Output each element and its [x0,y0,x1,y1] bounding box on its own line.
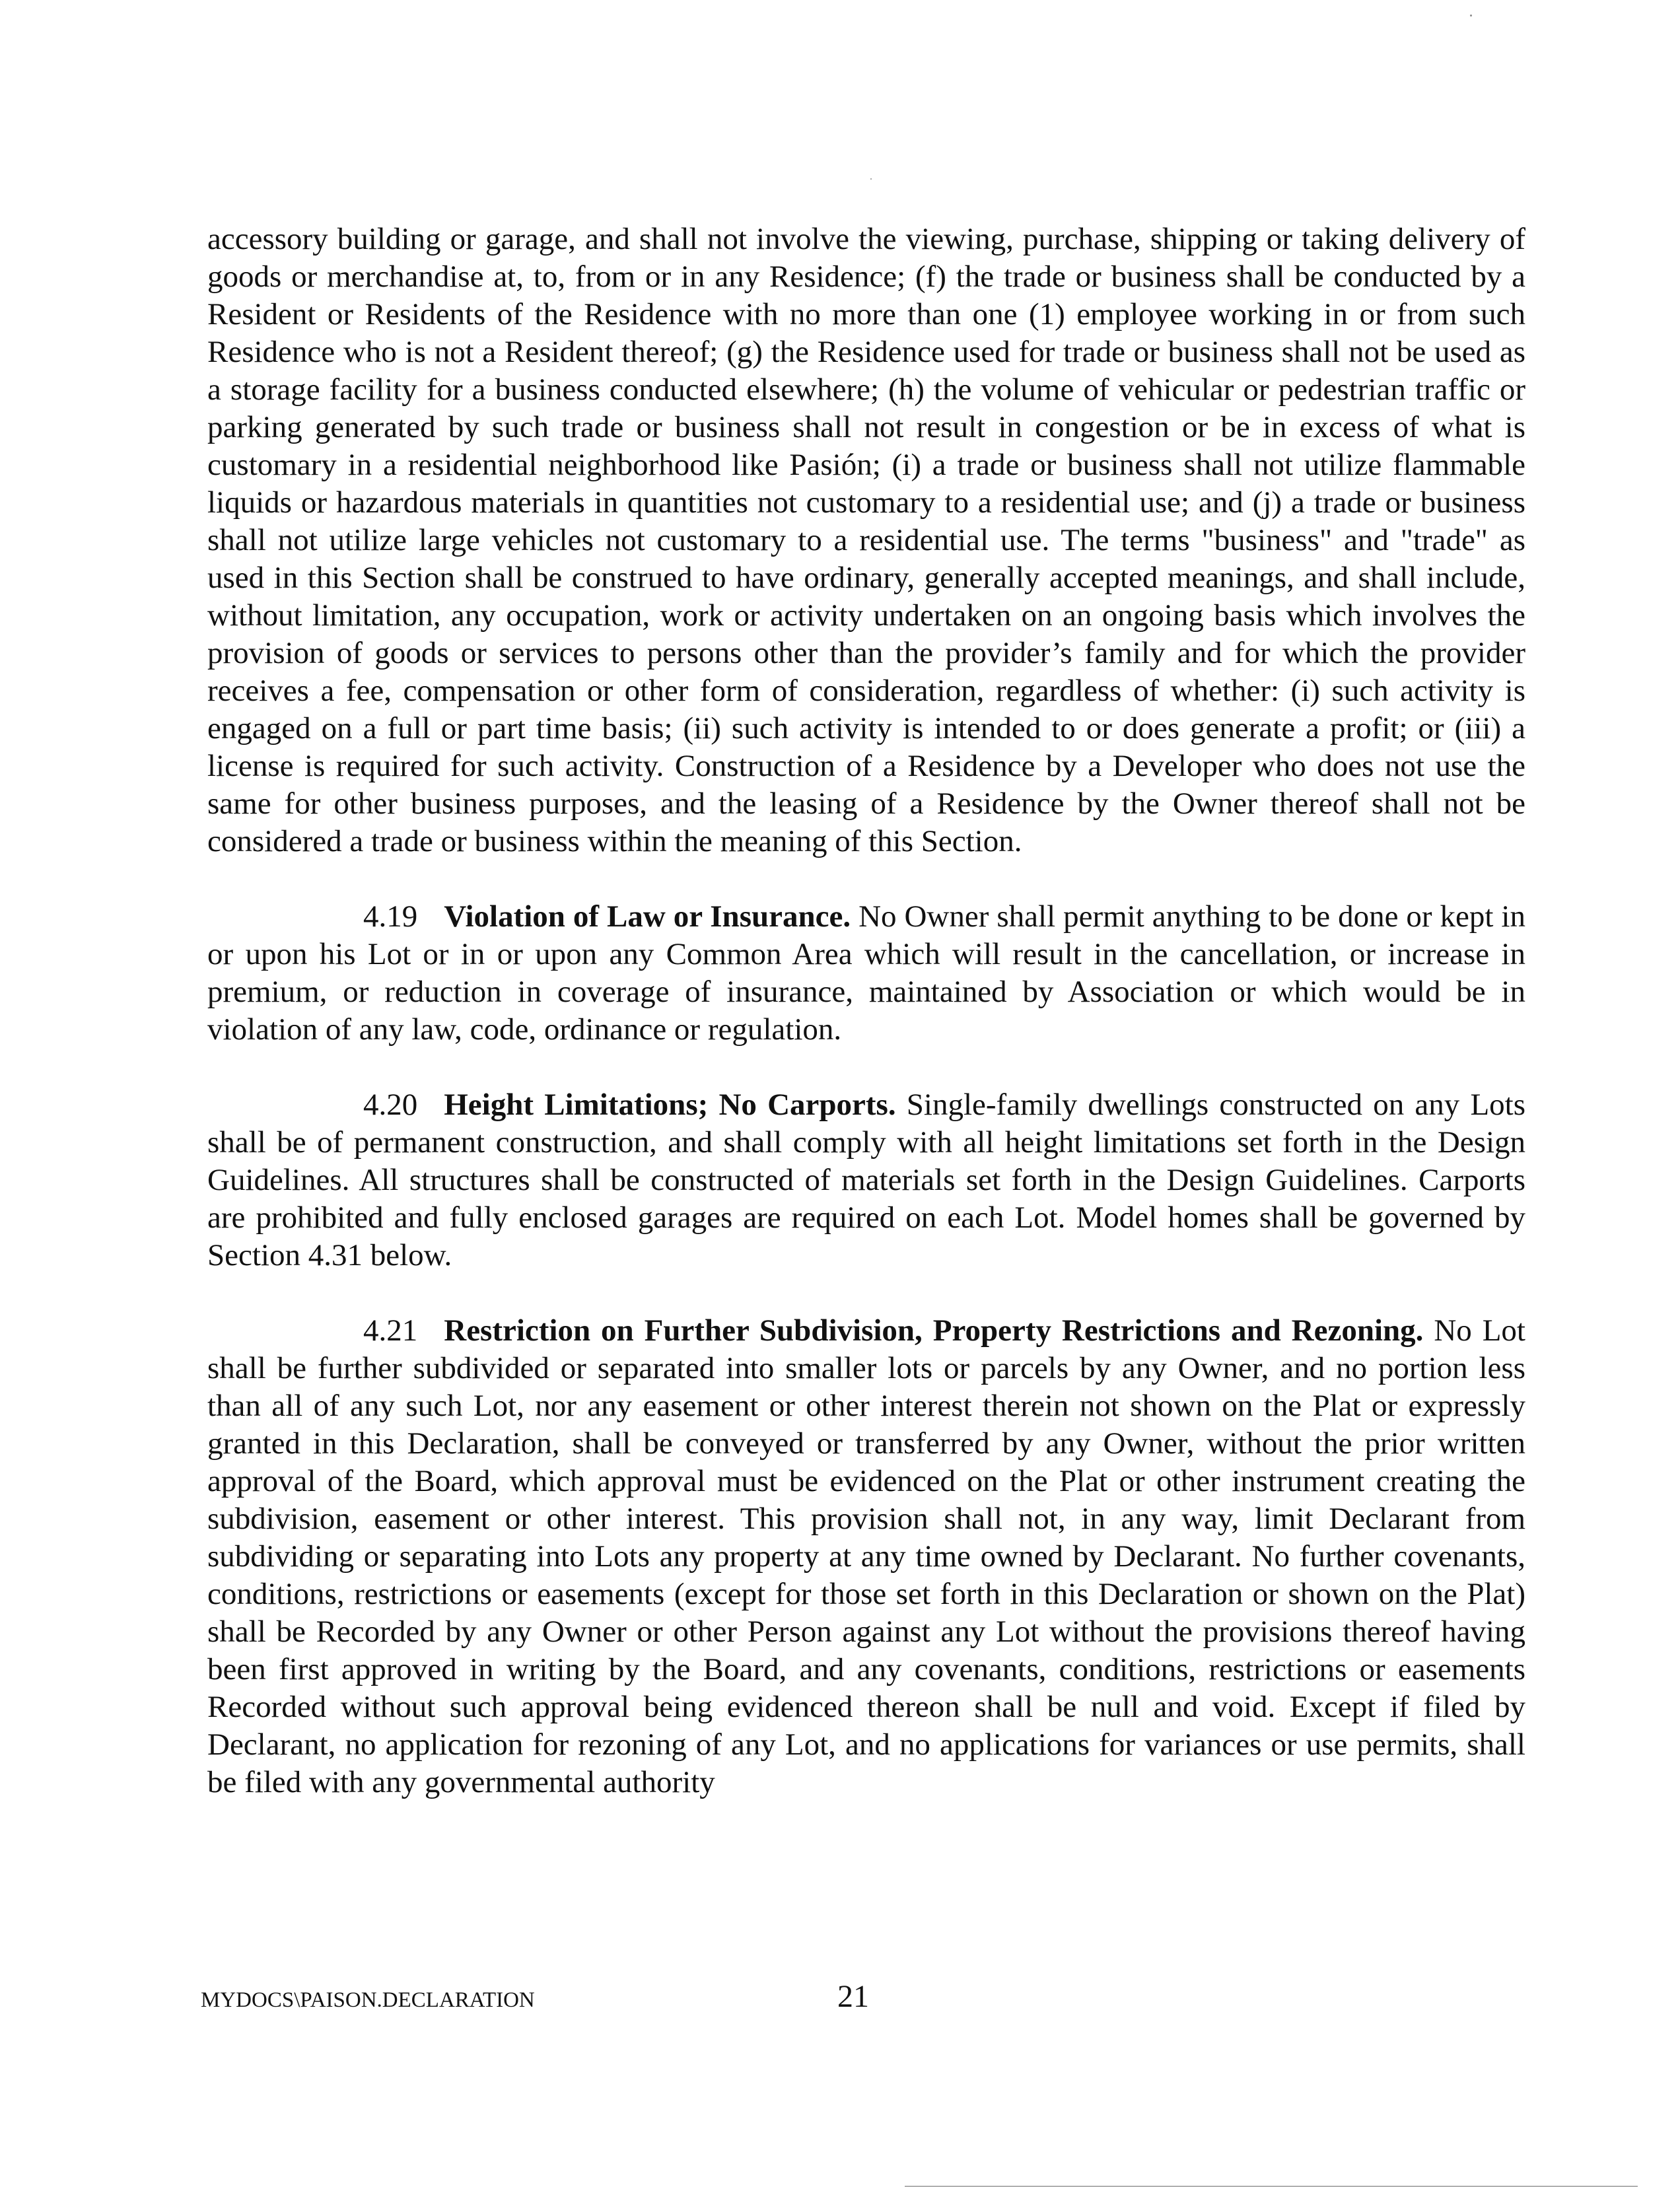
section-number: 4.19 [363,899,418,934]
section-4-19 [207,898,1525,1049]
page-number: 21 [837,1979,869,2014]
section-title: Violation of Law or Insurance. [444,899,851,934]
section-text: No Owner shall permit anything to be done or kept in or upon his Lot or in or upon any Common Area which will result in the cancellation, or increase in premium, or reduction in coverage of insurance, maintained by Association or which would be in violation of any law, code, ordinance or regulation. [207,899,1525,1047]
body-text [207,221,1525,1801]
paragraph-continuation: accessory building or garage, and shall not involve the viewing, purchase, shipping or taking delivery of goods or merchandise at, to, from or in any Residence; (f) the trade or business shall be conducted by a Resident or Residents of the Residence with no more than one (1) employee working in or from such Residence who is not a Resident thereof; (g) the Residence used for trade or business shall not be used as a storage facility for a business conducted elsewhere; (h) the volume of vehicular or pedestrian traffic or parking generated by such trade or business shall not result in congestion or be in excess of what is customary in a residential neighborhood like Pasión; (i) a trade or business shall not utilize flammable liquids or hazardous materials in quantities not customary to a residential use; and (j) a trade or business shall not utilize large vehicles not customary to a residential use. The terms "business" and "trade" as used in this Section shall be construed to have ordinary, generally accepted meanings, and shall include, without limitation, any occupation, work or activity undertaken on an ongoing basis which involves the provision of goods or services to persons other than the provider’s family and for which the provider receives a fee, compensation or other form of consideration, regardless of whether: (i) such activity is engaged on a full or part time basis; (ii) such activity is intended to or does generate a profit; or (iii) a license is required for such activity. Construction of a Residence by a Developer who does not use the same for other business purposes, and the leasing of a Residence by the Owner thereof shall not be considered a trade or business within the meaning of this Section. [207,222,1525,858]
footer-document-path: MYDOCS\PAISON.DECLARATION [201,1988,535,2012]
section-number: 4.20 [363,1088,418,1122]
section-number: 4.21 [363,1313,418,1348]
section-text: No Lot shall be further subdivided or separated into smaller lots or parcels by any Owner, and no portion less than all of any such Lot, nor any easement or other interest therein not shown on the Plat or expressly granted in this Declaration, shall be conveyed or transferred by any Owner, without the prior written approval of the Board, which approval must be evidenced on the Plat or other instrument creating the subdivision, easement or other interest. This provision shall not, in any way, limit Declarant from subdividing or separating into Lots any property at any time owned by Declarant. No further covenants, conditions, restrictions or easements (except for those set forth in this Declaration or shown on the Plat) shall be Recorded by any Owner or other Person against any Lot without the provisions thereof having been first approved in writing by the Board, and any covenants, conditions, restrictions or easements Recorded without such approval being evidenced thereon shall be null and void. Except if filed by Declarant, no application for rezoning of any Lot, and no applications for variances or use permits, shall be filed with any governmental authority [207,1313,1525,1799]
section-4-21 [207,1312,1525,1801]
section-title: Height Limitations; No Carports. [444,1088,896,1122]
scan-speck [870,178,872,180]
scan-speck [1470,15,1472,17]
section-4-20 [207,1086,1525,1274]
section-text: Single-family dwellings constructed on any Lots shall be of permanent construction, and shall comply with all height limitations set forth in the Design Guidelines. All structures shall be constructed of materials set forth in the Design Guidelines. Carports are prohibited and fully enclosed garages are required on each Lot. Model homes shall be governed by Section 4.31 below. [207,1088,1526,1272]
section-title: Restriction on Further Subdivision, Property Restrictions and Rezoning. [444,1313,1424,1348]
